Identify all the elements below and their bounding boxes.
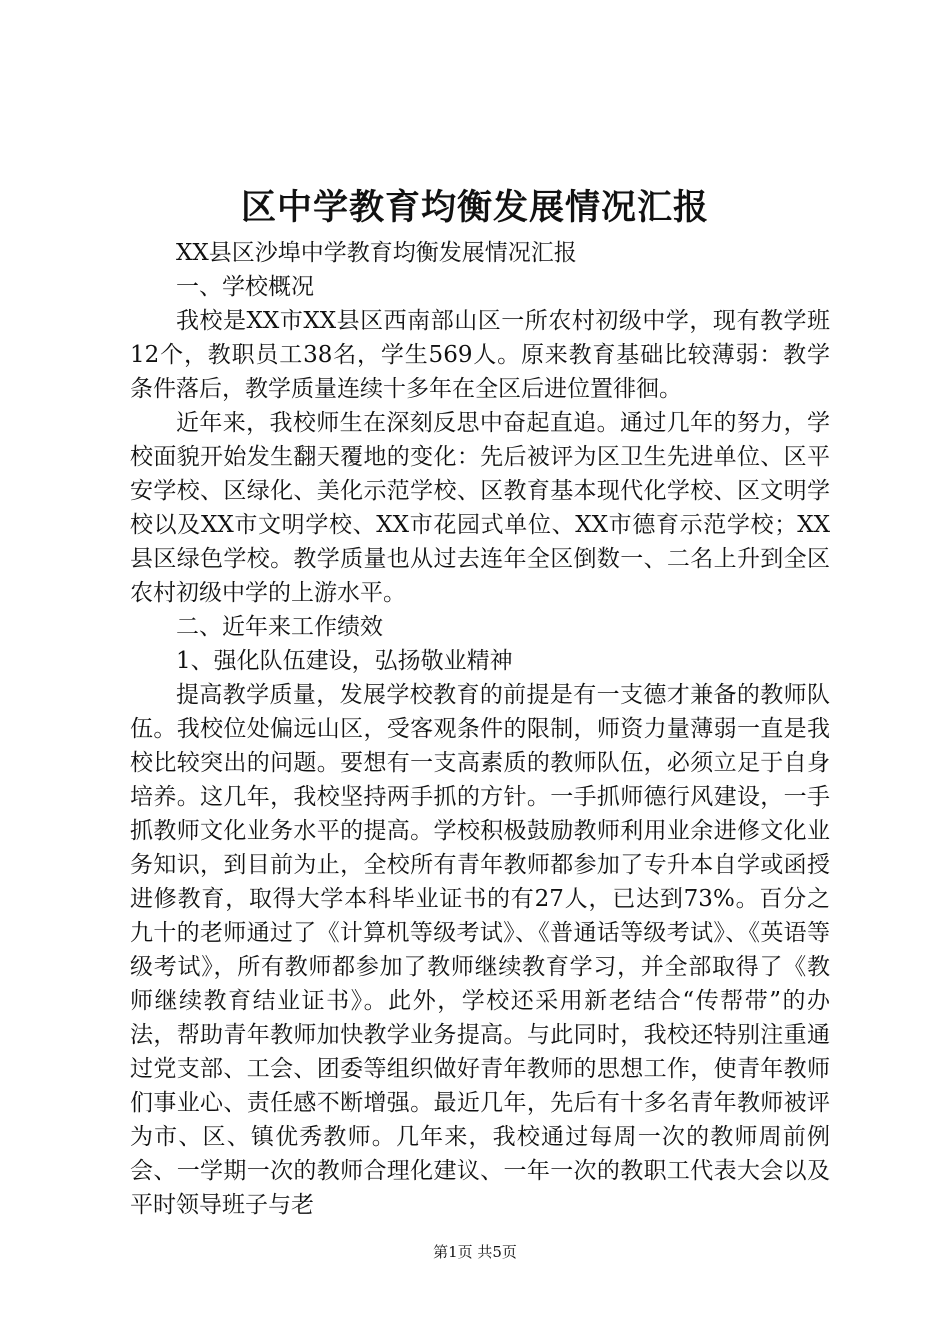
subsection-heading-team-building: 1、强化队伍建设，弘扬敬业精神 xyxy=(176,648,513,674)
body-paragraph: 近年来，我校师生在深刻反思中奋起直追。通过几年的努力，学校面貌开始发生翻天覆地的变化：先后被评为区卫生先进单位、区平安学校、区绿化、美化示范学校、区教育基本现代化学校、区文明学校以及XX市文明学校、XX市花园式单位、XX市德育示范学校；XX县区绿色学校。教学质量也从过去连年全区倒数一、二名上升到全区农村初级中学的上游水平。 xyxy=(130,410,830,606)
document-body xyxy=(130,236,830,1222)
section-heading-achievements: 二、近年来工作绩效 xyxy=(176,614,383,640)
subtitle-paragraph: XX县区沙埠中学教育均衡发展情况汇报 xyxy=(176,240,577,266)
section-heading-school-overview: 一、学校概况 xyxy=(176,274,314,300)
body-paragraph: 提高教学质量，发展学校教育的前提是有一支德才兼备的教师队伍。我校位处偏远山区，受客观条件的限制，师资力量薄弱一直是我校比较突出的问题。要想有一支高素质的教师队伍，必须立足于自身培养。这几年，我校坚持两手抓的方针。一手抓师德行风建设，一手抓教师文化业务水平的提高。学校积极鼓励教师利用业余进修文化业务知识，到目前为止，全校所有青年教师都参加了专升本自学或函授进修教育，取得大学本科毕业证书的有27人，已达到73%。百分之九十的老师通过了《计算机等级考试》、《普通话等级考试》、《英语等级考试》，所有教师都参加了教师继续教育学习，并全部取得了《教师继续教育结业证书》。此外，学校还采用新老结合“传帮带”的办法，帮助青年教师加快教学业务提高。与此同时，我校还特别注重通过党支部、工会、团委等组织做好青年教师的思想工作，使青年教师们事业心、责任感不断增强。最近几年，先后有十多名青年教师被评为市、区、镇优秀教师。几年来，我校通过每周一次的教师周前例会、一学期一次的教师合理化建议、一年一次的教职工代表大会以及平时领导班子与老 xyxy=(130,682,830,1218)
body-paragraph: 我校是XX市XX县区西南部山区一所农村初级中学，现有教学班12个，教职员工38名，学生569人。原来教育基础比较薄弱：教学条件落后，教学质量连续十多年在全区后进位置徘徊。 xyxy=(130,308,830,402)
document-title: 区中学教育均衡发展情况汇报 xyxy=(240,187,709,228)
page-footer: 第1页 共5页 xyxy=(433,1243,517,1261)
